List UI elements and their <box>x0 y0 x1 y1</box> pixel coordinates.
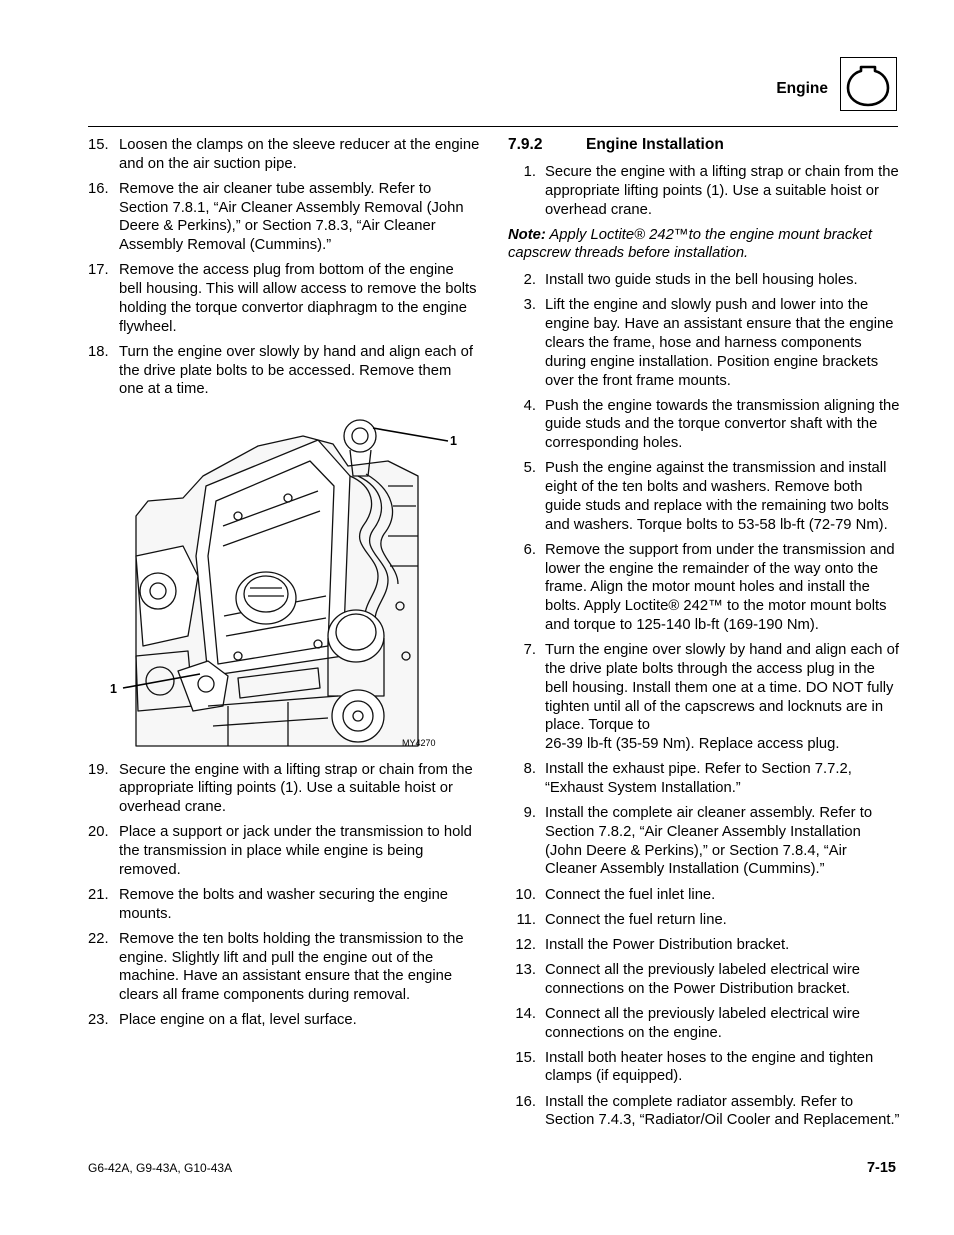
step-number: 16. <box>515 1093 536 1110</box>
step-number: 15. <box>515 1049 536 1066</box>
step-item <box>88 261 480 336</box>
step-text: Place a support or jack under the transmission to hold the transmission in place while engine is being removed. <box>119 824 472 878</box>
step-text: Install the complete radiator assembly. Refer to Section 7.4.3, “Radiator/Oil Cooler and Replacement.” <box>545 1093 900 1129</box>
step-text: Connect all the previously labeled electrical wire connections on the engine. <box>545 1005 861 1041</box>
step-text: Turn the engine over slowly by hand and align each of the drive plate bolts to be accessed. Remove them one at a time. <box>119 343 473 398</box>
step-item <box>508 459 900 534</box>
step-text: Connect the fuel return line. <box>545 911 727 928</box>
step-item <box>508 936 900 955</box>
step-text: Turn the engine over slowly by hand and align each of the drive plate bolts through the access plug in the bell housing. Install them one at a time. DO NOT fully tighten until all of the capscrews and locknuts are in place. Torque to 26-39 lb-ft (35-59 Nm). Replace access plug. <box>545 642 899 753</box>
right-column <box>508 136 900 1136</box>
step-number: 13. <box>515 961 536 978</box>
section-number: 7.9.2 <box>508 136 543 153</box>
engine-illustration <box>88 406 480 751</box>
step-text: Remove the support from under the transmission and lower the engine the remainder of the way onto the frame. Align the motor mount holes and install the bolts. Apply Loctite® 242™ to the motor mount bolts and torque to 125-140 lb-ft (169-190 Nm). <box>545 541 895 634</box>
step-number: 8. <box>523 761 536 778</box>
step-number: 18. <box>88 343 109 360</box>
step-item <box>88 136 480 174</box>
step-number: 16. <box>88 180 109 197</box>
step-item <box>508 961 900 999</box>
step-text: Loosen the clamps on the sleeve reducer at the engine and on the air suction pipe. <box>119 137 480 172</box>
step-item <box>508 886 900 905</box>
section-header-title: Engine <box>776 80 828 97</box>
step-item <box>88 761 480 817</box>
step-item <box>88 343 480 399</box>
step-text: Secure the engine with a lifting strap or chain from the appropriate lifting points (1). Use a suitable hoist or overhead crane. <box>545 164 899 218</box>
step-text: Remove the ten bolts holding the transmission to the engine. Slightly lift and pull the engine out of the machine. Have an assistant ensure that the engine clears all frame components during removal. <box>119 930 464 1004</box>
step-number: 6. <box>523 541 536 558</box>
step-item <box>508 296 900 390</box>
engine-figure <box>88 406 480 751</box>
step-number: 20. <box>88 824 109 841</box>
step-item <box>508 760 900 798</box>
step-text: Lift the engine and slowly push and lower into the engine bay. Have an assistant ensure that the engine clears the frame, hose and harness components during engine installation. Position engine brackets over the front frame mounts. <box>545 297 894 389</box>
step-number: 21. <box>88 886 109 903</box>
step-number: 5. <box>523 460 536 477</box>
step-text: Install the Power Distribution bracket. <box>545 936 790 953</box>
step-text: Install the exhaust pipe. Refer to Section 7.7.2, “Exhaust System Installation.” <box>545 761 852 796</box>
step-item <box>508 1049 900 1087</box>
step-number: 15. <box>88 137 109 153</box>
figure-callout-lifting-point-bottom: 1 <box>110 681 117 696</box>
note-label: Note: <box>508 226 546 243</box>
removal-steps-list <box>88 136 480 399</box>
step-item <box>88 930 480 1005</box>
step-text: Remove the air cleaner tube assembly. Refer to Section 7.8.1, “Air Cleaner Assembly Removal (John Deere & Perkins),” or Section 7.8.3, “Air Cleaner Assembly Removal (Cummins).” <box>119 180 464 254</box>
step-number: 2. <box>523 272 536 289</box>
step-item <box>508 804 900 879</box>
step-text: Install the complete air cleaner assembly. Refer to Section 7.8.2, “Air Cleaner Assembly Installation (John Deere & Perkins),” or Section 7.8.4, “Air Cleaner Assembly Installation (Cummins).” <box>545 805 873 878</box>
section-title: Engine Installation <box>586 136 724 153</box>
step-text: Connect all the previously labeled electrical wire connections on the Power Distribution bracket. <box>545 961 861 997</box>
step-text: Remove the access plug from bottom of the engine bell housing. This will allow access to remove the bolts holding the torque convertor diaphragm to the engine flywheel. <box>119 262 477 335</box>
step-item <box>508 271 900 290</box>
step-item <box>88 1011 480 1030</box>
step-item <box>508 911 900 930</box>
step-item <box>88 886 480 924</box>
step-item <box>508 541 900 635</box>
removal-steps-list-continued <box>88 761 480 1031</box>
step-number: 19. <box>88 761 109 778</box>
installation-steps-list-continued <box>508 271 900 1130</box>
step-text: Connect the fuel inlet line. <box>545 886 716 903</box>
engine-tab-icon <box>840 57 897 111</box>
step-item <box>88 180 480 255</box>
step-item <box>508 397 900 453</box>
figure-code: MY4270 <box>402 737 436 748</box>
step-number: 17. <box>88 262 109 279</box>
step-text: Push the engine towards the transmission aligning the guide studs and the torque convertor shaft with the corresponding holes. <box>545 397 900 452</box>
step-number: 7. <box>523 642 536 659</box>
footer-models: G6-42A, G9-43A, G10-43A <box>88 1161 233 1175</box>
step-number: 4. <box>523 397 536 414</box>
step-text: Install two guide studs in the bell housing holes. <box>545 272 858 289</box>
step-text: Place engine on a flat, level surface. <box>119 1012 357 1029</box>
step-number: 22. <box>88 930 109 947</box>
step-item <box>508 641 900 754</box>
step-text: Push the engine against the transmission and install eight of the ten bolts and washers. Remove both guide studs and replace with the remaining two bolts and washers. Torque bolts to 53-58 lb-ft (72-79 Nm). <box>545 460 889 533</box>
step-number: 3. <box>523 297 536 314</box>
step-item <box>508 163 900 219</box>
step-item <box>88 823 480 879</box>
step-item <box>508 1093 900 1131</box>
step-text: Install both heater hoses to the engine and tighten clamps (if equipped). <box>545 1049 874 1085</box>
step-number: 11. <box>516 911 536 928</box>
figure-callout-lifting-point-top: 1 <box>450 433 457 448</box>
step-number: 1. <box>523 164 536 180</box>
note-text: Apply Loctite® 242™to the engine mount bracket capscrew threads before installation. <box>508 226 873 262</box>
step-text: Remove the bolts and washer securing the engine mounts. <box>119 886 449 922</box>
loctite-note <box>508 226 900 264</box>
step-number: 14. <box>515 1005 536 1022</box>
left-column <box>88 136 480 1036</box>
step-item <box>508 1005 900 1043</box>
step-text: Secure the engine with a lifting strap or chain from the appropriate lifting points (1). Use a suitable hoist or overhead crane. <box>119 761 473 816</box>
section-heading <box>508 136 900 156</box>
step-number: 12. <box>515 936 536 953</box>
step-number: 10. <box>515 886 536 903</box>
page-number: 7-15 <box>866 1160 896 1176</box>
installation-steps-list <box>508 163 900 219</box>
step-number: 23. <box>88 1012 109 1029</box>
header-divider <box>88 126 898 127</box>
step-number: 9. <box>523 805 536 822</box>
